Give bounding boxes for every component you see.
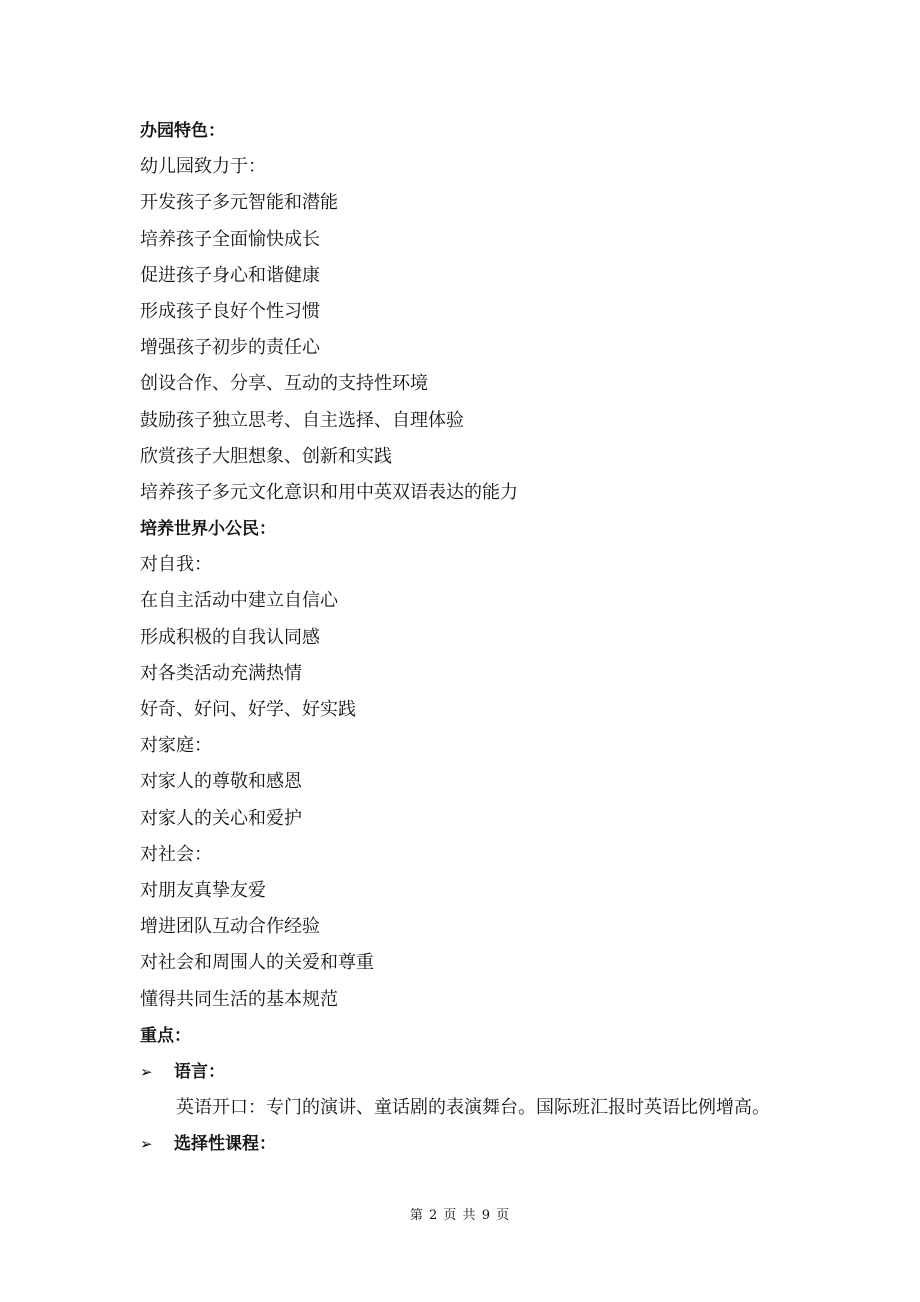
elective-label: 选择性课程： (174, 1134, 276, 1155)
society-item: 增进团队互动合作经验 (140, 916, 320, 938)
family-item: 对家人的关心和爱护 (140, 807, 302, 829)
features-item: 培养孩子全面愉快成长 (140, 228, 320, 250)
self-item: 形成积极的自我认同感 (140, 626, 320, 648)
features-intro: 幼儿园致力于： (140, 156, 266, 178)
self-label: 对自我： (140, 554, 212, 576)
society-item: 对社会和周围人的关爱和尊重 (140, 952, 374, 974)
features-item: 培养孩子多元文化意识和用中英双语表达的能力 (140, 481, 518, 503)
language-label: 语言： (174, 1061, 225, 1082)
features-item: 鼓励孩子独立思考、自主选择、自理体验 (140, 409, 464, 431)
arrow-bullet-icon: ➢ (140, 1135, 153, 1154)
features-item: 创设合作、分享、互动的支持性环境 (140, 373, 428, 395)
family-label: 对家庭： (140, 735, 212, 757)
self-item: 在自主活动中建立自信心 (140, 590, 338, 612)
citizen-heading: 培养世界小公民： (140, 519, 276, 540)
arrow-bullet-icon: ➢ (140, 1062, 153, 1081)
society-label: 对社会： (140, 843, 212, 865)
elective-bullet-item (140, 1126, 820, 1162)
society-item: 对朋友真挚友爱 (140, 879, 266, 901)
language-text: 英语开口：专门的演讲、童话剧的表演舞台。国际班汇报时英语比例增高。 (176, 1097, 770, 1119)
features-heading: 办园特色： (140, 121, 225, 141)
self-item: 好奇、好问、好学、好实践 (140, 699, 356, 720)
page-footer: 第 2 页 共 9 页 (409, 1208, 511, 1223)
family-item: 对家人的尊敬和感恩 (140, 771, 302, 793)
features-item: 形成孩子良好个性习惯 (140, 300, 320, 322)
self-item: 对各类活动充满热情 (140, 662, 302, 684)
features-item: 开发孩子多元智能和潜能 (140, 192, 338, 214)
features-item: 增强孩子初步的责任心 (140, 337, 320, 359)
society-item: 懂得共同生活的基本规范 (140, 988, 338, 1010)
focus-heading: 重点： (140, 1025, 191, 1046)
features-item: 促进孩子身心和谐健康 (140, 264, 320, 286)
language-bullet-item (140, 1054, 820, 1090)
page-content (140, 113, 820, 1162)
features-item: 欣赏孩子大胆想象、创新和实践 (140, 445, 392, 467)
